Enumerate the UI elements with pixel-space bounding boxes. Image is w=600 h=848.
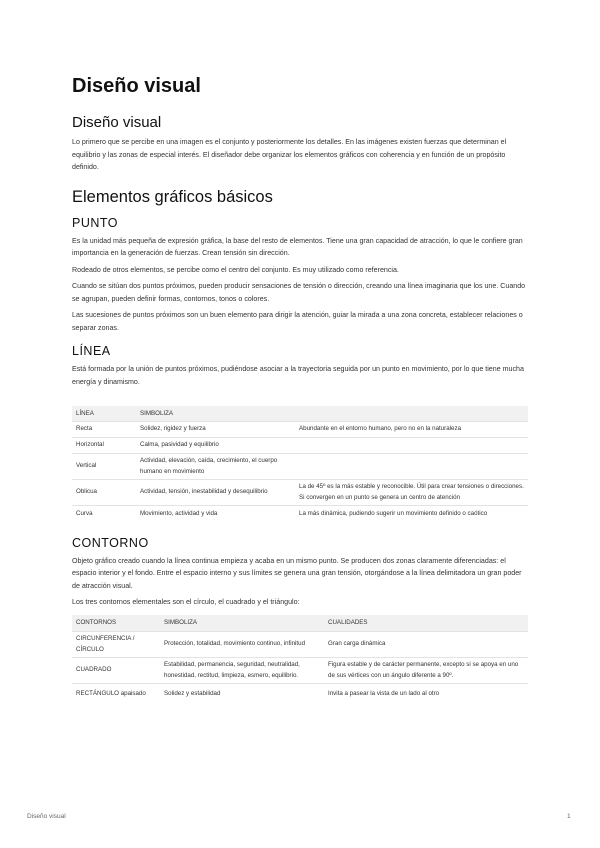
table-cell: Protección, totalidad, movimiento continuo, infinitud — [160, 632, 324, 658]
contorno-heading: CONTORNO — [72, 535, 149, 550]
table-cell: Figura estable y de carácter permanente, excepto si se apoya en uno de sus vértices con un ángulo diferente a 90º. — [324, 658, 528, 684]
table-cell: Actividad, tensión, inestabilidad y desequilibrio — [136, 480, 295, 506]
table-cell: La más dinámica, pudiendo sugerir un movimiento definido o caótico — [295, 506, 528, 522]
table-header-row — [72, 615, 528, 632]
table-header-cell: SIMBOLIZA — [136, 406, 295, 422]
table-row — [72, 506, 528, 522]
table-cell — [295, 438, 528, 454]
table-row — [72, 422, 528, 438]
table-header-cell — [295, 406, 528, 422]
table-row — [72, 480, 528, 506]
linea-heading: LÍNEA — [72, 344, 111, 358]
table-cell: Movimiento, actividad y vida — [136, 506, 295, 522]
intro-paragraph: Lo primero que se percibe en una imagen es el conjunto y posteriormente los detalles. En las imágenes existen fuerzas que determinan el equilibrio y las zonas de especial interés. El diseñador debe organizar los elementos gráficos con coherencia y en función de un propósito definido. — [72, 138, 507, 171]
table-cell: RECTÁNGULO apaisado — [72, 684, 160, 704]
footer-title: Diseño visual — [27, 813, 66, 820]
punto-heading: PUNTO — [72, 215, 119, 230]
table-cell: Abundante en el entorno humano, pero no en la naturaleza — [295, 422, 528, 438]
table-header-row — [72, 406, 528, 422]
table-cell: Estabilidad, permanencia, seguridad, neutralidad, honestidad, rectitud, limpieza, esmero, equilibrio. — [160, 658, 324, 684]
table-cell: Curva — [72, 506, 136, 522]
table-row — [72, 658, 528, 684]
punto-paragraph-3: Cuando se sitúan dos puntos próximos, pueden producir sensaciones de tensión o dirección, creando una línea imaginaria que los une. Cuando se agrupan, pueden definir formas, contornos, tonos o colores. — [72, 282, 526, 303]
punto-paragraph-2: Rodeado de otros elementos, se percibe como el centro del conjunto. Es muy utilizado como referencia. — [72, 265, 399, 274]
punto-paragraph-1: Es la unidad más pequeña de expresión gráfica, la base del resto de elementos. Tiene una gran capacidad de atracción, lo que le confiere gran importancia en la generación de fuerzas. Crean tensión sin dirección. — [72, 236, 523, 257]
table-header-cell: CONTORNOS — [72, 615, 160, 632]
table-cell: Calma, pasividad y equilibrio — [136, 438, 295, 454]
section-heading: Diseño visual — [72, 114, 162, 131]
table-cell: CIRCUNFERENCIA / CÍRCULO — [72, 632, 160, 658]
table-cell: Invita a pasear la vista de un lado al otro — [324, 684, 528, 704]
table-cell — [295, 454, 528, 480]
table-header-cell: CUALIDADES — [324, 615, 528, 632]
contorno-paragraph-2: Los tres contornos elementales son el círculo, el cuadrado y el triángulo: — [72, 598, 300, 606]
table-cell: CUADRADO — [72, 658, 160, 684]
table-cell: Actividad, elevación, caída, crecimiento, el cuerpo humano en movimiento — [136, 454, 295, 480]
elementos-heading: Elementos gráficos básicos — [72, 187, 273, 206]
table-row — [72, 632, 528, 658]
table-cell: Solidez y estabilidad — [160, 684, 324, 704]
table-header-cell: SIMBOLIZA — [160, 615, 324, 632]
contorno-paragraph-1: Objeto gráfico creado cuando la línea continua empieza y acaba en un mismo punto. Se producen dos zonas claramente diferenciadas: el espacio interior y el fondo. Entre el espacio interno y sus límites se genera una gran tensión, otorgándose a la línea delimitadora un gran poder de atracción visual. — [72, 556, 522, 590]
table-header-cell: LÍNEA — [72, 406, 136, 422]
table-cell: Vertical — [72, 454, 136, 480]
linea-table — [72, 406, 528, 522]
punto-paragraph-4: Las sucesiones de puntos próximos son un buen elemento para dirigir la atención, guiar la mirada a una zona concreta, establecer relaciones o separar zonas. — [72, 311, 523, 332]
table-cell: Oblicua — [72, 480, 136, 506]
table-cell: Horizontal — [72, 438, 136, 454]
page-number: 1 — [567, 813, 571, 820]
table-row — [72, 438, 528, 454]
table-row — [72, 454, 528, 480]
table-cell: Recta — [72, 422, 136, 438]
table-row — [72, 684, 528, 704]
table-cell: La de 45º es la más estable y reconocible. Útil para crear tensiones o direcciones. Si convergen en un punto se genera un centro de atención — [295, 480, 528, 506]
document-title: Diseño visual — [72, 75, 201, 97]
contorno-table — [72, 615, 528, 704]
table-cell: Gran carga dinámica — [324, 632, 528, 658]
document-content — [72, 74, 528, 704]
table-cell: Solidez, rigidez y fuerza — [136, 422, 295, 438]
linea-paragraph-1: Está formada por la unión de puntos próximos, pudiéndose asociar a la trayectoria seguida por un punto en movimiento, por lo que tiene mucha energía y dinamismo. — [72, 365, 524, 386]
